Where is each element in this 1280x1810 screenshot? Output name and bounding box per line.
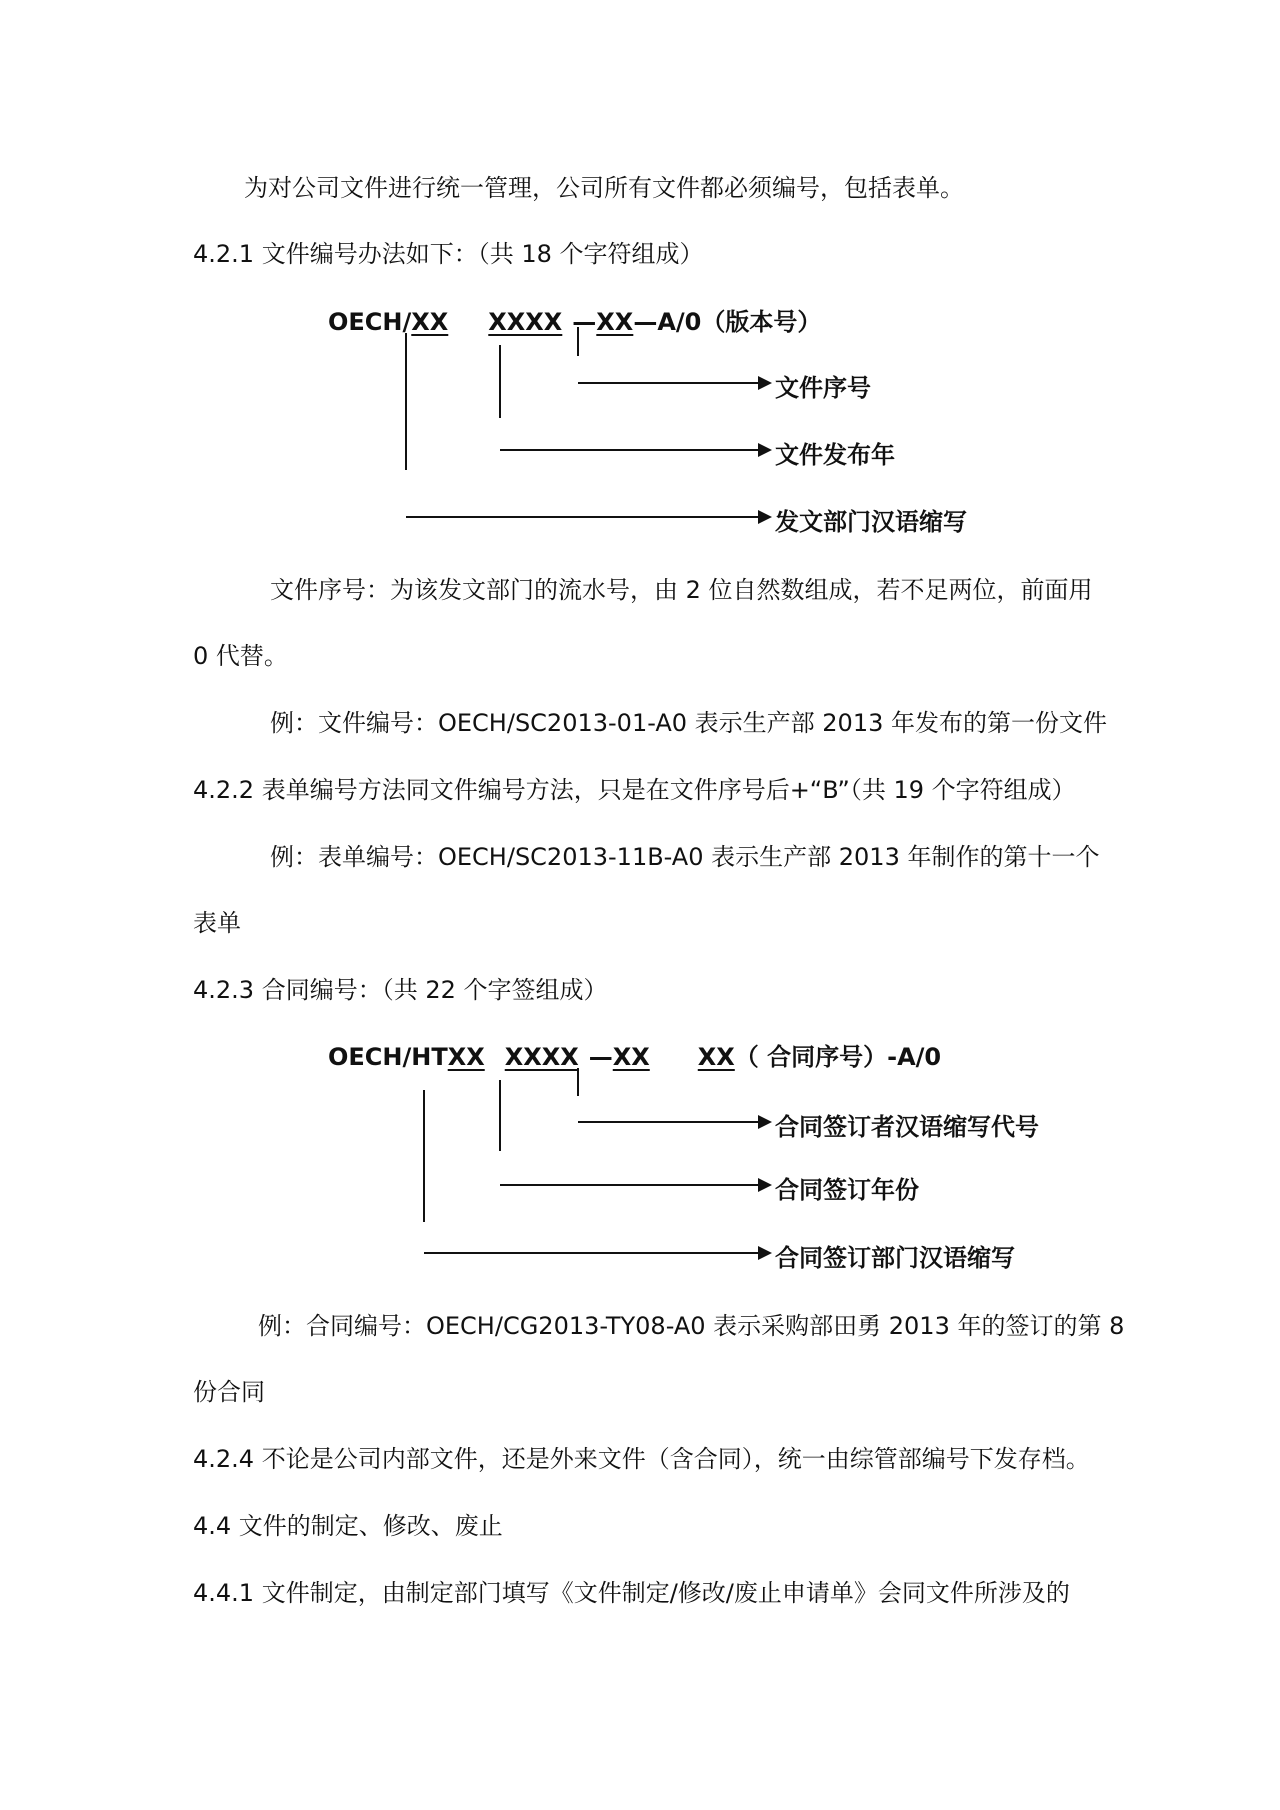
seq-description-line2: 0 代替。 [193,642,288,670]
code2-year: XXXX [504,1043,579,1071]
form-example-line2: 表单 [193,909,241,937]
legend-dept-abbr: 发文部门汉语缩写 [775,508,967,536]
code-year: XXXX [488,308,563,336]
file-number-example: 例：文件编号：OECH/SC2013-01-A0 表示生产部 2013 年发布的第一份文件 [270,709,1107,737]
heading-4-2-2: 4.2.2 表单编号方法同文件编号方法，只是在文件序号后+“B”（共 19 个字符组成） [193,776,1076,804]
heading-4-2-3: 4.2.3 合同编号：（共 22 个字签组成） [193,976,608,1004]
legend-file-seq: 文件序号 [775,374,871,402]
legend-contract-dept: 合同签订部门汉语缩写 [775,1244,1015,1272]
heading-4-4-1: 4.4.1 文件制定，由制定部门填写《文件制定/修改/废止申请单》会同文件所涉及的 [193,1579,1070,1607]
legend-signer-abbr: 合同签订者汉语缩写代号 [775,1113,1039,1141]
legend-contract-year: 合同签订年份 [775,1176,919,1204]
heading-4-4: 4.4 文件的制定、修改、废止 [193,1512,503,1540]
code2-signer: XX [612,1043,650,1071]
heading-4-2-4: 4.2.4 不论是公司内部文件，还是外来文件（含合同），统一由综管部编号下发存档。 [193,1445,1090,1473]
code-suffix: —A/0（版本号） [633,308,822,336]
code2-suffix: （ 合同序号）-A/0 [734,1043,942,1071]
code2-seq: XX [697,1043,735,1071]
code2-dash: — [588,1043,613,1071]
code2-prefix: OECH/HT [328,1043,448,1071]
contract-year-arrowhead [758,1178,772,1192]
contract-example-line1: 例：合同编号：OECH/CG2013-TY08-A0 表示采购部田勇 2013 年的签订的第 8 [258,1312,1125,1340]
code-dept: XX [411,308,449,336]
heading-4-2-1: 4.2.1 文件编号办法如下：（共 18 个字符组成） [193,240,704,268]
code-prefix: OECH/ [328,308,412,336]
contract-dept-arrowhead [758,1246,772,1260]
code-dash: — [572,308,597,336]
seq-description-line1: 文件序号：为该发文部门的流水号，由 2 位自然数组成，若不足两位，前面用 [270,576,1093,604]
contract-example-line2: 份合同 [193,1378,265,1406]
code2-dept: XX [447,1043,485,1071]
form-example-line1: 例：表单编号：OECH/SC2013-11B-A0 表示生产部 2013 年制作的第十一个 [270,843,1100,871]
signer-arrowhead [758,1115,772,1129]
legend-file-year: 文件发布年 [775,441,895,469]
intro-paragraph: 为对公司文件进行统一管理，公司所有文件都必须编号，包括表单。 [244,174,964,202]
code-seq: XX [596,308,634,336]
